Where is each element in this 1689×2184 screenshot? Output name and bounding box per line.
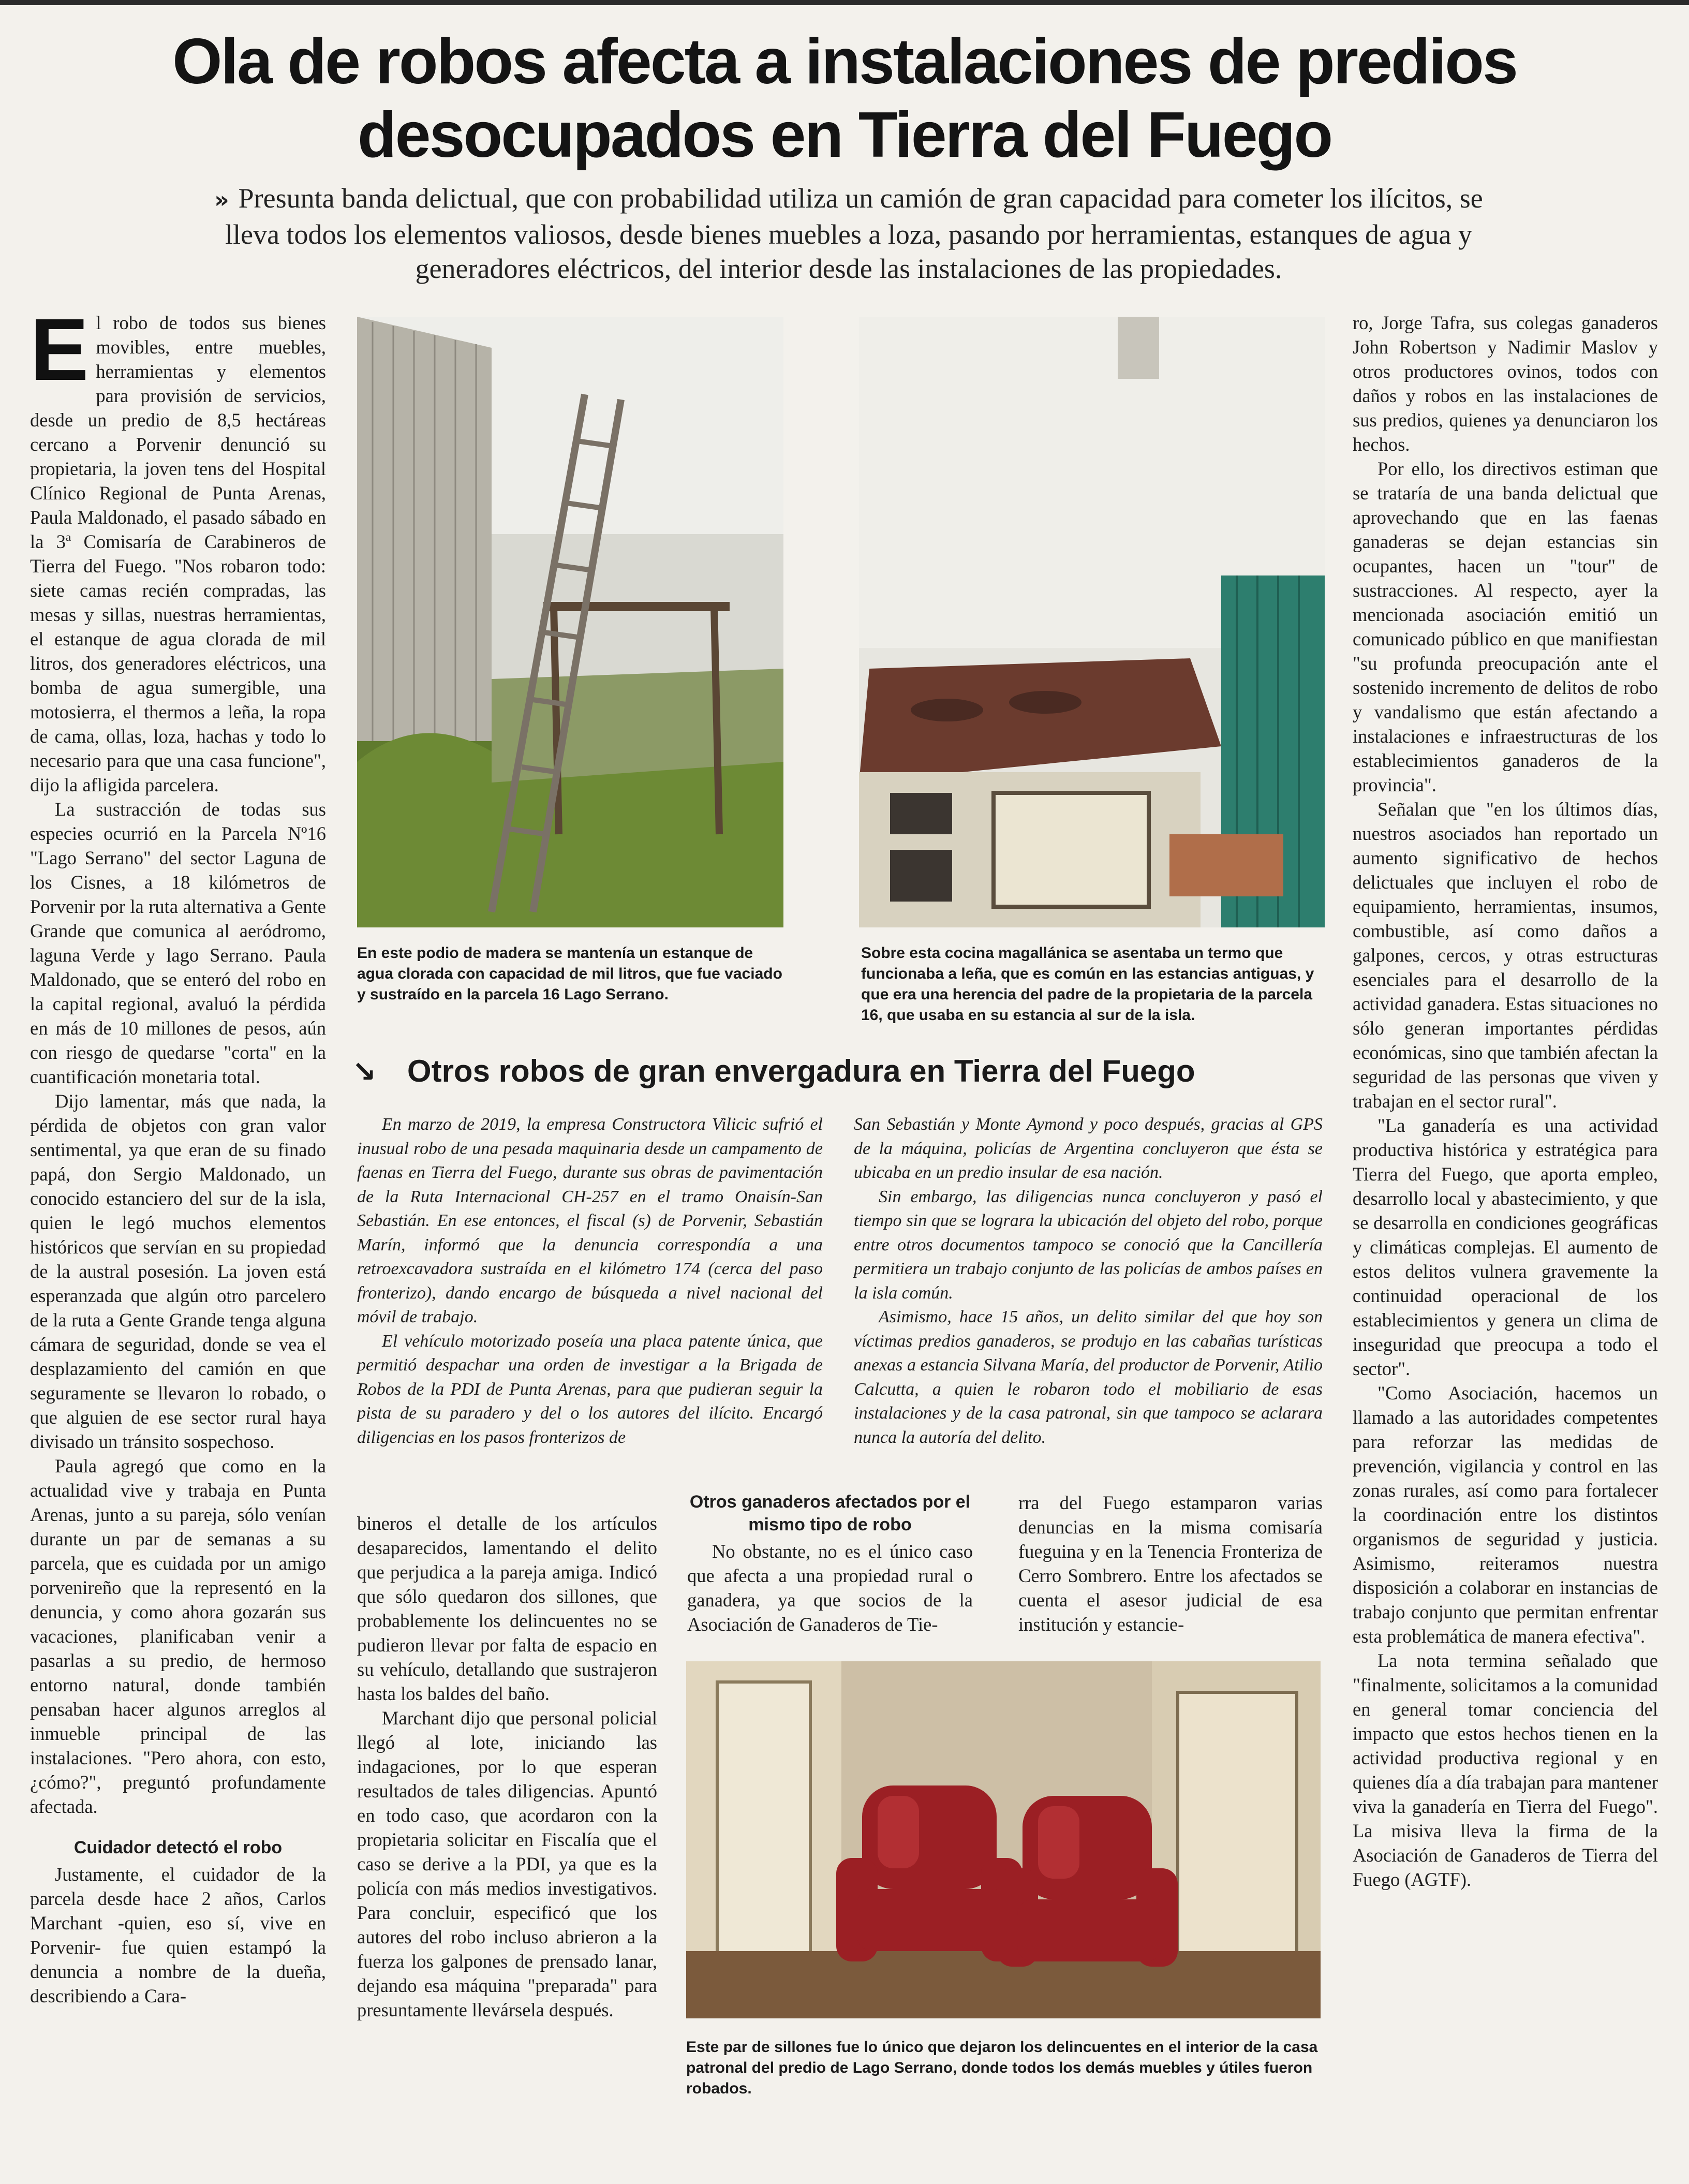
body-paragraph: Paula agregó que como en la actualidad vive y trabaja en Punta Arenas, junto a su pareja, sólo venían durante un par de semanas a su parcela, que es cuidada por un amigo porvenireño que la representó en la denuncia, y como ahora gozarán sus vacaciones, planificaban venir a pasarlas a su predio, de hermoso entorno natural, donde también pensaban hacer algunos arreglos al inmueble principal de las instalaciones. "Pero ahora, con esto, ¿cómo?", preguntó profundamente afectada. <box>30 1455 326 1817</box>
body-paragraph: Dijo lamentar, más que nada, la pérdida de objetos con gran valor sentimental, ya que eran de su finado papá, don Sergio Maldonado, un conocido estanciero del sur de la isla, quien le legó muchos elementos históricos que servían en su propiedad de la austral posesión. La joven está esperanzada que algún otro parcelero de la ruta a Gente Grande tenga alguna cámara de seguridad, donde se vea el desplazamiento del camión en que seguramente se llevaron lo robado, o que alguien de ese sector rural haya divisado un tránsito sospechoso. <box>30 1090 326 1452</box>
caption-stove: Sobre esta cocina magallánica se asentaba un termo que funcionaba a leña, que es común en las estancias antiguas, y que era una herencia del padre de la propietaria de la parcela 16, que usaba en su estancia al sur de la isla. <box>861 945 1314 1024</box>
body-paragraph: "La ganadería es una actividad productiva histórica y estratégica para Tierra del Fuego, que aporta empleo, desarrollo local y abastecimiento, y que se desarrolla en condiciones geográficas y climáticas complejas. El aumento de estos delitos vulnera gravemente la continuidad operacional de los establecimientos y genera un clima de inseguridad que preocupa a todo el sector". <box>1353 1115 1658 1379</box>
sidebar-right-column <box>854 1113 1323 1450</box>
sidebar-title: ↘ Otros robos de gran envergadura en Tierra del Fuego <box>352 1054 1195 1088</box>
down-right-arrow-icon: ↘ <box>352 1055 376 1088</box>
sidebar-paragraph: San Sebastián y Monte Aymond y poco después, gracias al GPS de la máquina, policías de Argentina concluyeron que ésta se ubicaba en un predio insular de esa nación. <box>854 1115 1323 1182</box>
body-paragraph: bineros el detalle de los artículos desaparecidos, lamentando el delito que perjudica a la pareja amiga. Indicó que sólo quedaron dos sillones, que probablemente los delincuentes no se pudieron llevar por falta de espacio en su vehículo, detallando que sustrajeron hasta los baldes del baño. <box>357 1513 657 1704</box>
subhead-otros-ganaderos: Otros ganaderos afectados por el mismo tipo de robo <box>689 1492 971 1534</box>
stove-image <box>859 317 1325 927</box>
drop-cap: E <box>30 301 89 399</box>
body-paragraph: "Como Asociación, hacemos un llamado a las autoridades competentes para reforzar las medidas de prevención, vigilancia y control en las zonas rurales, así como para fortalecer la coordinación entre los distintos organismos de seguridad y justicia. Asimismo, reiteramos nuestra disposición a colaborar en instancias de trabajo conjunto que permitan enfrentar esta problemática de manera efectiva". <box>1353 1382 1658 1647</box>
deck <box>207 181 1490 286</box>
body-paragraph: La nota termina señalado que "finalmente, solicitamos a la comunidad en general tomar conciencia del impacto que estos hechos tienen en la actividad productiva regional y en quienes día a día trabajan para mantener viva la ganadería en Tierra del Fuego". La misiva lleva la firma de la Asociación de Ganaderos de Tierra del Fuego (AGTF). <box>1353 1650 1658 1890</box>
sidebar-paragraph: El vehículo motorizado poseía una placa patente única, que permitió despachar una orden de investigar a la Brigada de Robos de la PDI de Punta Arenas, para que pudieran seguir la pista de su paradero y del o los autores del ilícito. Encargó diligencias en los pasos fronterizos de <box>357 1331 823 1447</box>
body-paragraph: Marchant dijo que personal policial llegó al lote, iniciando las indagaciones, por lo que esperan resultados de tales diligencias. Apuntó en todo caso, que acordaron con la propietaria solicitar en Fiscalía que el caso se derive a la PDI, ya que es la policía con más medios investigativos. Para concluir, especificó que los autores del robo incluso abrieron a la fuerza los galpones de prensado lanar, dejando esa máquina "preparada" para presuntamente llevársela después. <box>357 1707 657 2020</box>
column-1 <box>30 301 326 2008</box>
body-paragraph: Señalan que "en los últimos días, nuestros asociados han reportado un aumento significativo de hechos delictuales que incluyen el robo de equipamiento, herramientas, insumos, combustible, así como daños a galpones, cercos, y otras estructuras esenciales para el desarrollo de la actividad ganadera. Estas situaciones no sólo generan importantes pérdidas económicas, sino que también afectan la seguridad de las personas que viven y trabajan en el sector rural". <box>1353 799 1658 1112</box>
sidebar-left-column <box>357 1113 823 1450</box>
photo-stove <box>859 317 1325 927</box>
double-chevron-icon: » <box>214 187 229 213</box>
column-5 <box>1353 311 1658 1892</box>
body-paragraph: Por ello, los directivos estiman que se trataría de una banda delictual que aprovechando que en las faenas ganaderas se dejan estancias sin ocupantes, hacen un "tour" de sustracciones. Al respecto, ayer la mencionada asociación emitió un comunicado público en que manifiestan "su profunda preocupación ante el sostenido incremento de delitos de robo y vandalismo que están afectando a instalaciones e infraestructuras de los establecimientos ganaderos de la provincia". <box>1353 458 1658 795</box>
body-paragraph: Justamente, el cuidador de la parcela desde hace 2 años, Carlos Marchant -quien, eso sí, vive en Porvenir- fue quien estampó la denuncia a nombre de la dueña, describiendo a Cara- <box>30 1864 326 2006</box>
top-rule <box>0 0 1689 5</box>
column-2-bottom <box>357 1511 657 2022</box>
sidebar-paragraph: En marzo de 2019, la empresa Constructora Vilicic sufrió el inusual robo de una pesada maquinaria desde un campamento de faenas en Tierra del Fuego, durante sus obras de pavimentación de la Ruta Internacional CH-257 en el tramo Onaisín-San Sebastián. En ese entonces, el fiscal (s) de Porvenir, Sebastián Marín, informó que la denuncia correspondía a una retroexcavadora sustraída en el kilómetro 174 (cerca del paso fronterizo), dando encargo de búsqueda a nivel nacional del móvil de trabajo. <box>357 1115 823 1326</box>
photo-armchairs <box>686 1661 1321 2018</box>
subhead-cuidador: Cuidador detectó el robo <box>73 1838 283 1857</box>
podium-image <box>357 317 783 927</box>
headline: Ola de robos afecta a instalaciones de predios desocupados en Tierra del Fuego <box>172 26 1517 171</box>
armchairs-image <box>686 1661 1321 2018</box>
body-paragraph: ro, Jorge Tafra, sus colegas ganaderos John Robertson y Nadimir Maslov y otros productores ovinos, todos con daños y robos en las instalaciones de sus predios, quienes ya denunciaron los hechos. <box>1353 312 1658 455</box>
column-3-bottom <box>687 1491 973 1636</box>
sidebar-paragraph: Sin embargo, las diligencias nunca concluyeron y pasó el tiempo sin que se lograra la ubicación del objeto del robo, porque entre otros documentos tampoco se conoció que la Cancillería permitiera un trabajo conjunto de las policías de ambos países en la isla común. <box>854 1187 1323 1303</box>
column-4-bottom <box>1018 1491 1323 1636</box>
sidebar-paragraph: Asimismo, hace 15 años, un delito similar del que hoy son víctimas predios ganaderos, se produjo en las cabañas turísticas anexas a estancia Silvana María, del productor de Porvenir, Atilio Calcutta, a quien le robaron todo el mobiliario de esas instalaciones y de la casa patronal, sin que tampoco se aclarara nunca la autoría del delito. <box>854 1307 1323 1447</box>
body-paragraph: El robo de todos sus bienes movibles, entre muebles, herramientas y elementos para provisión de servicios, desde un predio de 8,5 hectáreas cercano a Porvenir denunció su propietaria, la joven tens del Hospital Clínico Regional de Punta Arenas, Paula Maldonado, el pasado sábado en la 3ª Comisaría de Carabineros de Tierra del Fuego. "Nos robaron todo: siete camas recién compradas, las mesas y sillas, nuestras herramientas, el estanque de agua clorada de mil litros, dos generadores eléctricos, una bomba de agua sumergible, una motosierra, el thermos a leña, la ropa de cama, ollas, loza, hachas y todo lo necesario para que una casa funcione", dijo la afligida parcelera. <box>30 301 326 795</box>
body-paragraph: No obstante, no es el único caso que afecta a una propiedad rural o ganadera, ya que socios de la Asociación de Ganaderos de Tie- <box>687 1541 973 1635</box>
body-paragraph: La sustracción de todas sus especies ocurrió en la Parcela Nº16 "Lago Serrano" del sector Laguna de los Cisnes, a 18 kilómetros de Porvenir por la ruta alternativa a Gente Grande que comunica al aeródromo, laguna Verde y lago Serrano. Paula Maldonado, que se enteró del robo en la capital regional, avaluó la pérdida en más de 10 millones de pesos, aún con riesgo de quedarse "corta" en la cuantificación monetaria total. <box>30 799 326 1087</box>
photo-wooden-podium <box>357 317 783 927</box>
deck-text: Presunta banda delictual, que con probabilidad utiliza un camión de gran capacidad para cometer los ilícitos, se lleva todos los elementos valiosos, desde bienes muebles a loza, pasando por herramientas, estanques de agua y generadores eléctricos, del interior desde las instalaciones de las propiedades. <box>225 183 1483 284</box>
caption-podium: En este podio de madera se mantenía un estanque de agua clorada con capacidad de mil litros, que fue vaciado y sustraído en la parcela 16 Lago Serrano. <box>357 945 782 1003</box>
body-paragraph: rra del Fuego estamparon varias denuncias en la misma comisaría fueguina y en la Tenencia Fronteriza de Cerro Sombrero. Entre los afectados se cuenta el asesor judicial de esa institución y estancie- <box>1018 1492 1323 1635</box>
caption-armchairs: Este par de sillones fue lo único que dejaron los delincuentes en el interior de la casa patronal del predio de Lago Serrano, donde todos los demás muebles y útiles fueron robados. <box>686 2039 1318 2097</box>
